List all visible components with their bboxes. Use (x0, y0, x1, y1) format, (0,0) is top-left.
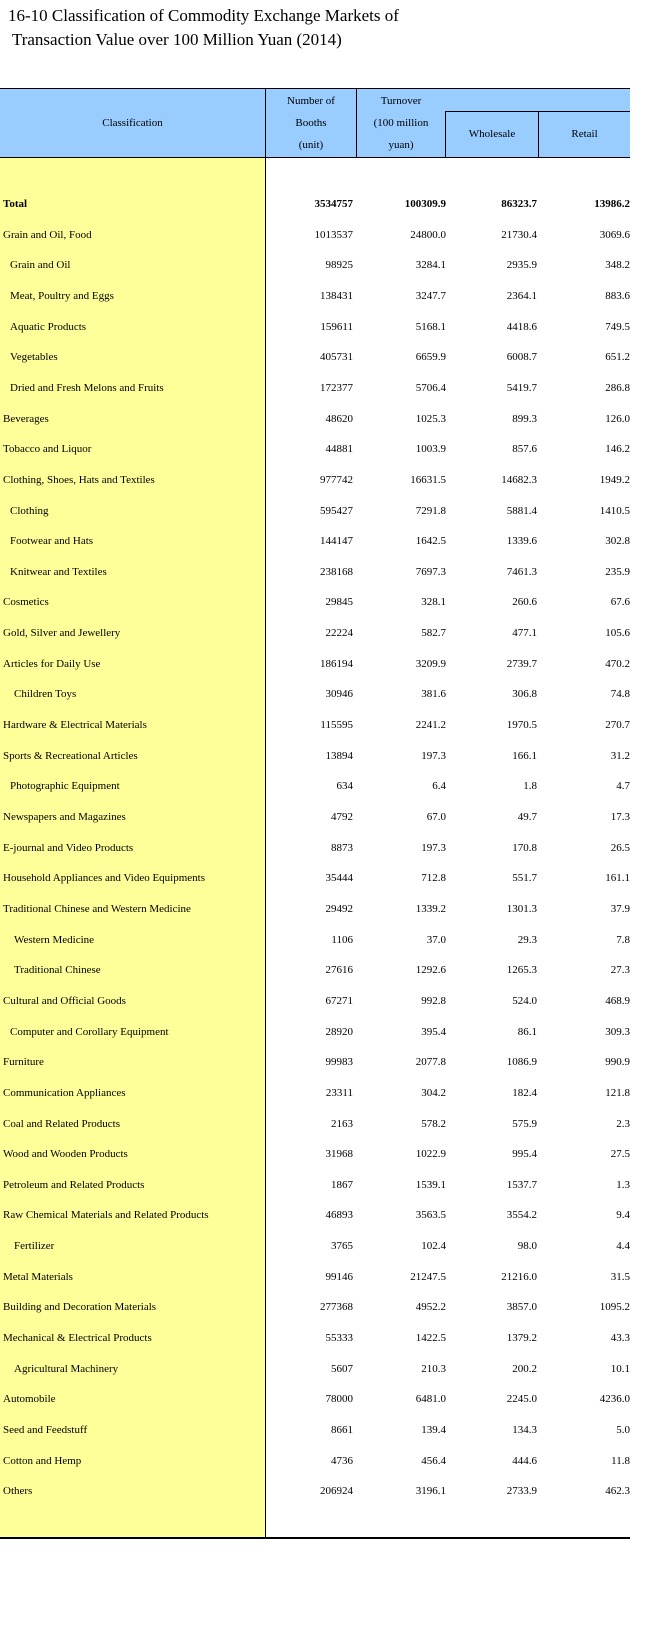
table-row (0, 710, 630, 740)
row-retail: 7.8 (616, 933, 630, 946)
row-classification: Total (3, 198, 28, 210)
table-row (0, 250, 630, 280)
table-row (0, 465, 630, 495)
row-wholesale: 166.1 (512, 749, 537, 762)
row-wholesale: 995.4 (512, 1148, 537, 1161)
row-turnover: 304.2 (421, 1086, 446, 1099)
row-turnover: 6481.0 (415, 1393, 446, 1406)
row-classification: Clothing (10, 504, 49, 517)
row-wholesale: 5419.7 (506, 381, 537, 394)
row-turnover: 7697.3 (415, 565, 446, 578)
row-wholesale: 1970.5 (506, 719, 537, 732)
row-booths: 159611 (320, 320, 353, 333)
row-booths: 277368 (320, 1301, 353, 1314)
row-retail: 651.2 (605, 351, 630, 364)
row-classification: Household Appliances and Video Equipments (3, 872, 205, 885)
row-wholesale: 21730.4 (501, 228, 537, 241)
row-classification: Cotton and Hemp (3, 1454, 82, 1467)
row-turnover: 197.3 (421, 841, 446, 854)
row-booths: 99146 (325, 1270, 353, 1283)
row-booths: 28920 (325, 1025, 353, 1038)
header-wholesale: Wholesale (468, 128, 516, 140)
row-booths: 22224 (325, 627, 353, 640)
row-booths: 5607 (331, 1362, 353, 1375)
row-booths: 55333 (325, 1332, 353, 1345)
table-row (0, 189, 630, 219)
row-turnover: 578.2 (421, 1117, 446, 1130)
row-classification: Automobile (3, 1393, 56, 1406)
table-row (0, 1415, 630, 1445)
row-booths: 977742 (320, 473, 353, 486)
table-row (0, 220, 630, 250)
row-classification: Mechanical & Electrical Products (3, 1332, 152, 1345)
row-wholesale: 98.0 (517, 1240, 537, 1253)
row-turnover: 2077.8 (415, 1056, 446, 1069)
row-wholesale: 575.9 (512, 1117, 537, 1130)
row-classification: Furniture (3, 1056, 44, 1069)
row-wholesale: 3554.2 (506, 1209, 537, 1222)
row-wholesale: 21216.0 (501, 1270, 537, 1283)
row-wholesale: 6008.7 (506, 351, 537, 364)
row-turnover: 1025.3 (415, 412, 446, 425)
row-retail: 1949.2 (599, 473, 630, 486)
row-booths: 67271 (325, 994, 353, 1007)
row-retail: 1095.2 (599, 1301, 630, 1314)
row-classification: Agricultural Machinery (14, 1362, 119, 1375)
row-booths: 35444 (325, 872, 353, 885)
table-row (0, 281, 630, 311)
row-booths: 8661 (331, 1424, 353, 1436)
table-row (0, 1170, 630, 1200)
table-row (0, 1476, 630, 1506)
row-turnover: 21247.5 (410, 1270, 446, 1283)
row-booths: 172377 (320, 381, 353, 394)
row-wholesale: 2245.0 (506, 1393, 537, 1406)
header-booths: Number of Booths (unit) (287, 95, 335, 151)
row-wholesale: 182.4 (512, 1086, 537, 1099)
table-row (0, 894, 630, 924)
row-retail: 235.9 (605, 565, 630, 578)
row-turnover: 6.4 (432, 780, 446, 793)
row-wholesale: 1.8 (523, 780, 537, 793)
row-booths: 186194 (320, 657, 353, 670)
table-row (0, 863, 630, 893)
row-classification: E-journal and Video Products (3, 841, 134, 854)
row-classification: Meat, Poultry and Eggs (10, 289, 114, 302)
table-row (0, 679, 630, 709)
table-row (0, 1047, 630, 1077)
row-booths: 238168 (320, 565, 353, 578)
row-booths: 405731 (320, 351, 353, 364)
title-line-2: Transaction Value over 100 Million Yuan (2014) (8, 30, 342, 49)
row-turnover: 6659.9 (415, 351, 446, 364)
row-wholesale: 49.7 (517, 811, 537, 823)
row-turnover: 2241.2 (415, 719, 446, 732)
table-row (0, 526, 630, 556)
row-classification: Photographic Equipment (10, 780, 120, 793)
row-wholesale: 2364.1 (506, 289, 537, 302)
row-classification: Fertilizer (14, 1240, 55, 1253)
table-body (0, 158, 630, 1539)
row-retail: 990.9 (605, 1056, 630, 1069)
row-wholesale: 1265.3 (506, 964, 537, 977)
row-booths: 29492 (325, 902, 353, 915)
row-retail: 5.0 (616, 1424, 630, 1436)
row-turnover: 3209.9 (415, 657, 446, 670)
row-booths: 1106 (331, 933, 353, 946)
row-classification: Footwear and Hats (10, 535, 94, 548)
row-wholesale: 4418.6 (506, 320, 537, 333)
row-wholesale: 134.3 (512, 1424, 537, 1436)
row-wholesale: 1379.2 (506, 1332, 537, 1345)
row-turnover: 1022.9 (415, 1148, 446, 1161)
row-turnover: 3247.7 (415, 289, 446, 302)
row-classification: Hardware & Electrical Materials (3, 719, 147, 732)
row-turnover: 197.3 (421, 749, 446, 762)
row-turnover: 24800.0 (410, 228, 446, 241)
row-retail: 348.2 (605, 259, 630, 272)
header-turnover: Turnover (100 million yuan) (373, 95, 429, 151)
row-classification: Tobacco and Liquor (3, 443, 92, 456)
table-row (0, 1292, 630, 1322)
row-turnover: 7291.8 (415, 504, 446, 517)
row-booths: 23311 (325, 1086, 353, 1099)
row-classification: Building and Decoration Materials (3, 1301, 157, 1314)
row-wholesale: 14682.3 (501, 473, 537, 486)
row-turnover: 712.8 (421, 872, 446, 885)
row-turnover: 5168.1 (415, 320, 446, 333)
table-row (0, 618, 630, 648)
row-booths: 3534757 (314, 198, 353, 210)
table-row (0, 1323, 630, 1353)
row-turnover: 4952.2 (415, 1301, 446, 1314)
row-retail: 31.2 (610, 749, 630, 762)
row-turnover: 582.7 (421, 627, 446, 640)
row-turnover: 1422.5 (415, 1332, 446, 1345)
row-wholesale: 551.7 (512, 872, 537, 885)
row-classification: Cosmetics (3, 596, 49, 609)
row-wholesale: 7461.3 (506, 565, 537, 578)
row-retail: 17.3 (610, 811, 630, 823)
row-retail: 1.3 (616, 1178, 630, 1191)
row-classification: Aquatic Products (10, 320, 87, 333)
row-booths: 138431 (320, 289, 353, 302)
table-row (0, 342, 630, 372)
row-retail: 13986.2 (594, 198, 630, 210)
table-row (0, 1078, 630, 1108)
row-retail: 126.0 (605, 412, 630, 425)
table-row (0, 1017, 630, 1047)
row-wholesale: 2935.9 (506, 259, 537, 272)
row-booths: 3765 (331, 1240, 353, 1253)
table-row (0, 312, 630, 342)
row-wholesale: 3857.0 (506, 1301, 537, 1314)
row-classification: Clothing, Shoes, Hats and Textiles (3, 473, 155, 486)
row-booths: 595427 (320, 504, 353, 517)
row-retail: 9.4 (616, 1209, 630, 1222)
row-turnover: 5706.4 (415, 381, 446, 394)
row-wholesale: 86323.7 (501, 198, 537, 210)
header-classification: Classification (102, 117, 163, 129)
table-row (0, 557, 630, 587)
row-wholesale: 5881.4 (506, 504, 537, 517)
row-retail: 1410.5 (599, 504, 630, 517)
row-booths: 206924 (320, 1485, 353, 1498)
row-turnover: 210.3 (421, 1362, 446, 1375)
row-booths: 4792 (331, 811, 353, 823)
row-retail: 3069.6 (599, 228, 630, 241)
table-row (0, 434, 630, 464)
row-classification: Vegetables (10, 351, 58, 364)
table-row (0, 1139, 630, 1169)
row-turnover: 100309.9 (404, 198, 446, 210)
row-booths: 46893 (325, 1209, 353, 1222)
title-line-1: 16-10 Classification of Commodity Exchange Markets of (8, 6, 399, 25)
row-classification: Traditional Chinese (14, 964, 101, 977)
row-retail: 749.5 (605, 320, 630, 333)
table-row (0, 925, 630, 955)
row-retail: 4236.0 (599, 1393, 630, 1406)
table-header (0, 88, 630, 158)
row-booths: 78000 (325, 1393, 353, 1406)
row-wholesale: 86.1 (517, 1025, 537, 1038)
row-classification: Articles for Daily Use (3, 657, 101, 670)
row-retail: 105.6 (605, 627, 630, 640)
row-wholesale: 2733.9 (506, 1485, 537, 1498)
row-retail: 302.8 (605, 535, 630, 548)
row-classification: Dried and Fresh Melons and Fruits (10, 381, 164, 394)
table-row (0, 1384, 630, 1414)
row-classification: Others (3, 1485, 33, 1498)
row-turnover: 37.0 (426, 933, 446, 946)
row-booths: 8873 (331, 841, 353, 854)
table-row (0, 373, 630, 403)
row-retail: 462.3 (605, 1485, 630, 1498)
row-turnover: 992.8 (421, 994, 446, 1007)
row-retail: 468.9 (605, 994, 630, 1007)
row-classification: Cultural and Official Goods (3, 994, 126, 1007)
row-retail: 309.3 (605, 1025, 630, 1038)
row-wholesale: 857.6 (512, 443, 537, 456)
row-turnover: 3284.1 (415, 259, 446, 272)
table-row (0, 496, 630, 526)
row-booths: 4736 (331, 1454, 353, 1467)
row-classification: Wood and Wooden Products (3, 1148, 128, 1161)
row-wholesale: 170.8 (512, 841, 537, 854)
row-turnover: 16631.5 (410, 473, 446, 486)
row-turnover: 1642.5 (415, 535, 446, 548)
row-turnover: 1339.2 (415, 902, 446, 915)
row-wholesale: 306.8 (512, 688, 537, 701)
row-turnover: 328.1 (421, 596, 446, 609)
table-row (0, 404, 630, 434)
row-retail: 31.5 (610, 1270, 630, 1283)
row-booths: 98925 (325, 259, 353, 272)
row-wholesale: 444.6 (512, 1454, 537, 1467)
row-booths: 27616 (325, 964, 353, 977)
row-turnover: 102.4 (421, 1240, 446, 1253)
table-row (0, 741, 630, 771)
table-row (0, 771, 630, 801)
row-classification: Sports & Recreational Articles (3, 749, 138, 762)
row-turnover: 395.4 (421, 1025, 446, 1038)
row-retail: 43.3 (610, 1332, 630, 1345)
row-booths: 1867 (331, 1178, 353, 1191)
row-booths: 31968 (325, 1148, 353, 1161)
table-row (0, 1200, 630, 1230)
row-booths: 29845 (325, 596, 353, 609)
table-row (0, 587, 630, 617)
row-booths: 144147 (320, 535, 353, 548)
row-retail: 26.5 (610, 841, 630, 854)
row-retail: 4.7 (616, 780, 630, 793)
row-wholesale: 2739.7 (506, 657, 537, 670)
row-retail: 27.3 (610, 964, 630, 977)
row-retail: 37.9 (610, 902, 630, 915)
header-retail: Retail (571, 128, 598, 140)
row-classification: Grain and Oil, Food (3, 228, 92, 241)
row-booths: 1013537 (314, 228, 353, 241)
row-booths: 634 (336, 780, 353, 793)
row-classification: Computer and Corollary Equipment (10, 1025, 169, 1038)
row-turnover: 3563.5 (415, 1209, 446, 1222)
table-row (0, 649, 630, 679)
row-classification: Grain and Oil (10, 259, 71, 272)
row-turnover: 139.4 (421, 1424, 446, 1436)
row-wholesale: 1086.9 (506, 1056, 537, 1069)
row-retail: 27.5 (610, 1148, 630, 1161)
row-classification: Beverages (3, 412, 49, 425)
table-row (0, 1446, 630, 1476)
table-row (0, 1231, 630, 1261)
row-classification: Knitwear and Textiles (10, 565, 107, 578)
row-wholesale: 1537.7 (506, 1178, 537, 1191)
row-turnover: 1539.1 (415, 1178, 446, 1191)
row-retail: 286.8 (605, 381, 630, 394)
row-booths: 44881 (325, 443, 353, 456)
row-retail: 11.8 (611, 1454, 630, 1467)
row-classification: Petroleum and Related Products (3, 1178, 145, 1191)
table-row (0, 833, 630, 863)
row-classification: Raw Chemical Materials and Related Products (3, 1209, 209, 1222)
row-booths: 30946 (325, 688, 353, 701)
table-row (0, 1354, 630, 1384)
row-classification: Western Medicine (14, 933, 95, 946)
row-classification: Traditional Chinese and Western Medicine (3, 902, 191, 915)
row-classification: Metal Materials (3, 1270, 73, 1283)
row-wholesale: 477.1 (512, 627, 537, 640)
row-retail: 146.2 (605, 443, 630, 456)
row-retail: 883.6 (605, 289, 630, 302)
row-wholesale: 1339.6 (506, 535, 537, 548)
row-turnover: 3196.1 (415, 1485, 446, 1498)
row-classification: Coal and Related Products (3, 1117, 121, 1130)
row-booths: 99983 (325, 1056, 353, 1069)
row-classification: Gold, Silver and Jewellery (3, 627, 121, 640)
table-row (0, 986, 630, 1016)
row-wholesale: 524.0 (512, 994, 537, 1007)
row-retail: 74.8 (610, 688, 630, 701)
row-wholesale: 260.6 (512, 596, 537, 609)
row-retail: 10.1 (610, 1362, 630, 1375)
table-row (0, 1109, 630, 1139)
row-turnover: 456.4 (421, 1454, 446, 1467)
row-retail: 270.7 (605, 719, 630, 732)
row-wholesale: 1301.3 (506, 902, 537, 915)
row-classification: Newspapers and Magazines (3, 811, 126, 823)
row-booths: 13894 (325, 749, 353, 762)
row-booths: 115595 (320, 719, 353, 732)
data-table (0, 88, 630, 1539)
table-row (0, 802, 630, 832)
row-turnover: 1003.9 (415, 443, 446, 456)
row-booths: 2163 (331, 1117, 353, 1130)
row-wholesale: 899.3 (512, 412, 537, 425)
row-retail: 470.2 (605, 657, 630, 670)
row-booths: 48620 (325, 412, 353, 425)
row-classification: Communication Appliances (3, 1086, 126, 1099)
row-turnover: 1292.6 (415, 964, 446, 977)
row-retail: 2.3 (616, 1117, 630, 1130)
row-wholesale: 29.3 (517, 933, 537, 946)
row-turnover: 381.6 (421, 688, 446, 701)
row-retail: 161.1 (605, 872, 630, 885)
row-retail: 67.6 (610, 596, 630, 609)
table-title (8, 4, 399, 52)
row-turnover: 67.0 (426, 811, 446, 823)
table-row (0, 1262, 630, 1292)
row-wholesale: 200.2 (512, 1362, 537, 1375)
row-retail: 121.8 (605, 1086, 630, 1099)
row-classification: Seed and Feedstuff (3, 1424, 88, 1436)
table-row (0, 955, 630, 985)
row-classification: Children Toys (14, 688, 77, 701)
row-retail: 4.4 (616, 1240, 630, 1253)
